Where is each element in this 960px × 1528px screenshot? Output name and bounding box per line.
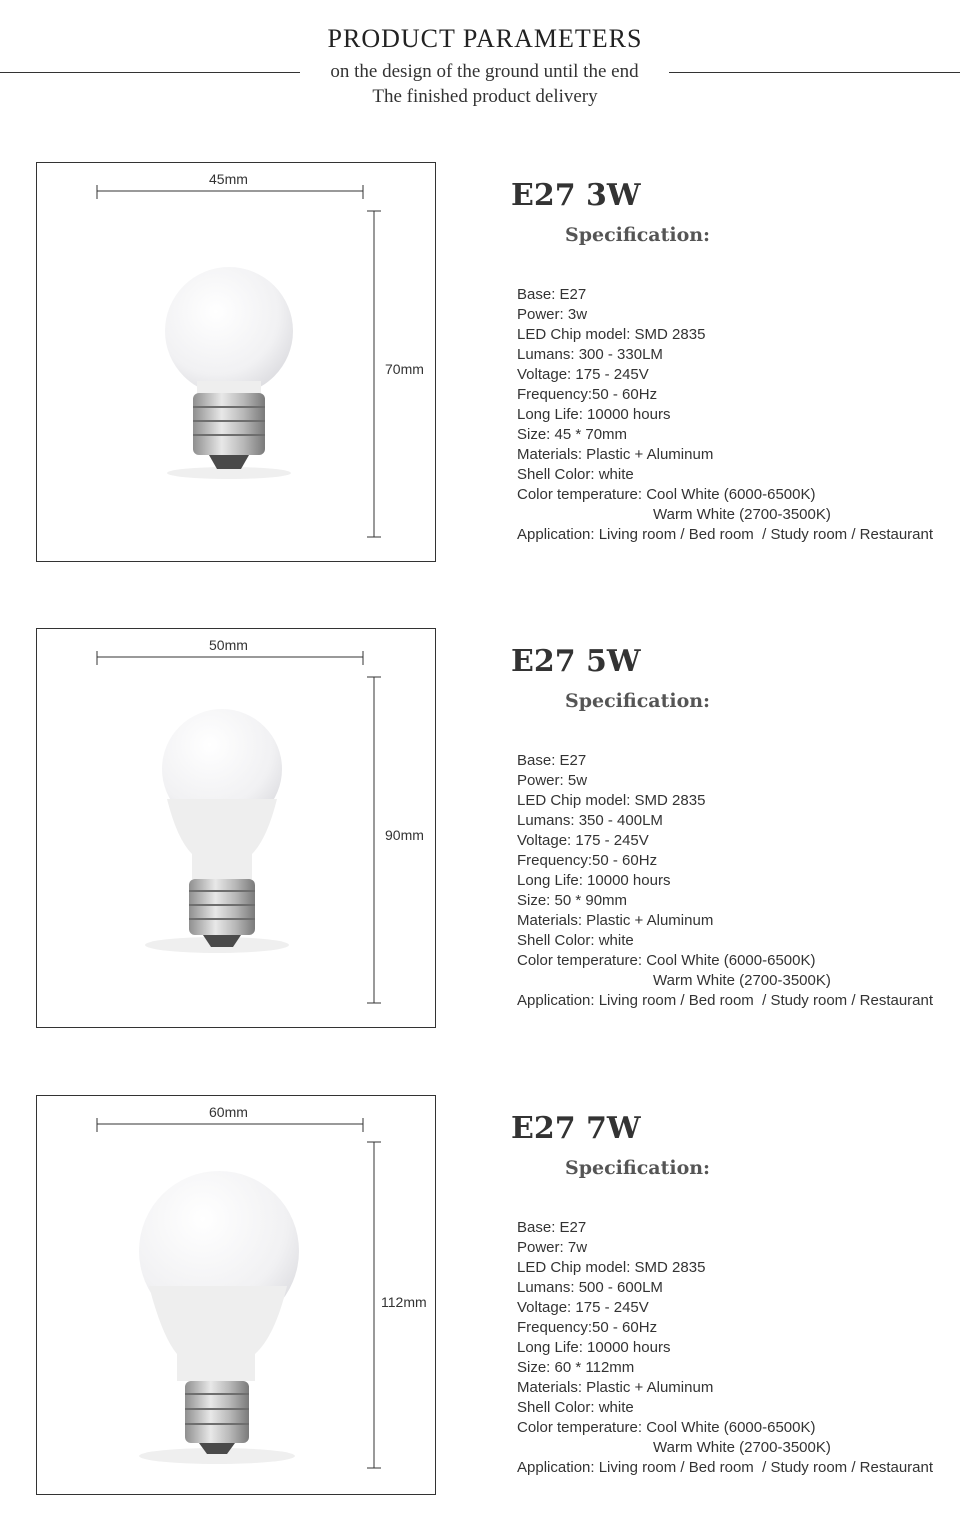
spec-base: Base: E27 xyxy=(517,752,587,769)
spec-title: Specification: xyxy=(565,1157,711,1179)
spec-voltage: Voltage: 175 - 245V xyxy=(517,832,649,849)
bulb-3w-image xyxy=(37,163,435,561)
header-rule-right xyxy=(669,72,960,73)
header-subtitle-line2: The finished product delivery xyxy=(372,86,598,107)
spec-application: Application: Living room / Bed room / Study room / Restaurant xyxy=(517,526,934,543)
spec-application: Application: Living room / Bed room / Study room / Restaurant xyxy=(517,992,934,1009)
spec-list xyxy=(517,751,933,1011)
spec-color-temp: Color temperature: Cool White (6000-6500K) xyxy=(517,486,816,503)
spec-materials: Materials: Plastic + Aluminum xyxy=(517,912,714,929)
spec-shell: Shell Color: white xyxy=(517,1399,634,1416)
width-label: 50mm xyxy=(209,637,248,653)
spec-life: Long Life: 10000 hours xyxy=(517,872,671,889)
spec-chip: LED Chip model: SMD 2835 xyxy=(517,1259,706,1276)
spec-shell: Shell Color: white xyxy=(517,466,634,483)
height-label: 90mm xyxy=(385,827,424,843)
spec-lumens: Lumans: 500 - 600LM xyxy=(517,1279,663,1296)
spec-chip: LED Chip model: SMD 2835 xyxy=(517,326,706,343)
spec-application: Application: Living room / Bed room / Study room / Restaurant xyxy=(517,1459,934,1476)
spec-life: Long Life: 10000 hours xyxy=(517,1339,671,1356)
page-title: PRODUCT PARAMETERS xyxy=(327,24,643,53)
product-name: E27 7W xyxy=(511,1111,641,1146)
spec-materials: Materials: Plastic + Aluminum xyxy=(517,446,714,463)
product-name: E27 3W xyxy=(511,178,641,213)
spec-color-temp-warm: Warm White (2700-3500K) xyxy=(653,506,831,523)
width-label: 60mm xyxy=(209,1104,248,1120)
spec-size: Size: 45 * 70mm xyxy=(517,426,628,443)
header-subtitle-line1: on the design of the ground until the end xyxy=(330,61,639,82)
spec-size: Size: 60 * 112mm xyxy=(517,1359,635,1376)
height-label: 70mm xyxy=(385,361,424,377)
product-section-3w xyxy=(0,162,960,562)
product-section-7w xyxy=(0,1095,960,1495)
spec-shell: Shell Color: white xyxy=(517,932,634,949)
spec-lumens: Lumans: 350 - 400LM xyxy=(517,812,663,829)
header-rule-left xyxy=(0,72,300,73)
product-image-frame xyxy=(36,162,436,562)
height-label: 112mm xyxy=(381,1294,427,1310)
spec-color-temp: Color temperature: Cool White (6000-6500K) xyxy=(517,1419,816,1436)
spec-power: Power: 3w xyxy=(517,306,588,323)
spec-title: Specification: xyxy=(565,690,711,712)
spec-power: Power: 7w xyxy=(517,1239,588,1256)
spec-list xyxy=(517,1218,933,1478)
spec-title: Specification: xyxy=(565,224,711,246)
spec-list xyxy=(517,285,933,545)
spec-base: Base: E27 xyxy=(517,1219,587,1236)
spec-frequency: Frequency:50 - 60Hz xyxy=(517,386,658,403)
page-header xyxy=(0,0,960,120)
spec-voltage: Voltage: 175 - 245V xyxy=(517,366,649,383)
spec-frequency: Frequency:50 - 60Hz xyxy=(517,852,658,869)
bulb-5w-image xyxy=(37,629,435,1027)
product-image-frame xyxy=(36,628,436,1028)
bulb-7w-image xyxy=(37,1096,435,1494)
spec-color-temp-warm: Warm White (2700-3500K) xyxy=(653,972,831,989)
spec-chip: LED Chip model: SMD 2835 xyxy=(517,792,706,809)
spec-power: Power: 5w xyxy=(517,772,588,789)
spec-frequency: Frequency:50 - 60Hz xyxy=(517,1319,658,1336)
product-image-frame xyxy=(36,1095,436,1495)
spec-size: Size: 50 * 90mm xyxy=(517,892,628,909)
spec-materials: Materials: Plastic + Aluminum xyxy=(517,1379,714,1396)
spec-life: Long Life: 10000 hours xyxy=(517,406,671,423)
spec-voltage: Voltage: 175 - 245V xyxy=(517,1299,649,1316)
width-label: 45mm xyxy=(209,171,248,187)
spec-lumens: Lumans: 300 - 330LM xyxy=(517,346,663,363)
product-section-5w xyxy=(0,628,960,1028)
spec-color-temp: Color temperature: Cool White (6000-6500K) xyxy=(517,952,816,969)
spec-color-temp-warm: Warm White (2700-3500K) xyxy=(653,1439,831,1456)
product-name: E27 5W xyxy=(511,644,641,679)
spec-base: Base: E27 xyxy=(517,286,587,303)
